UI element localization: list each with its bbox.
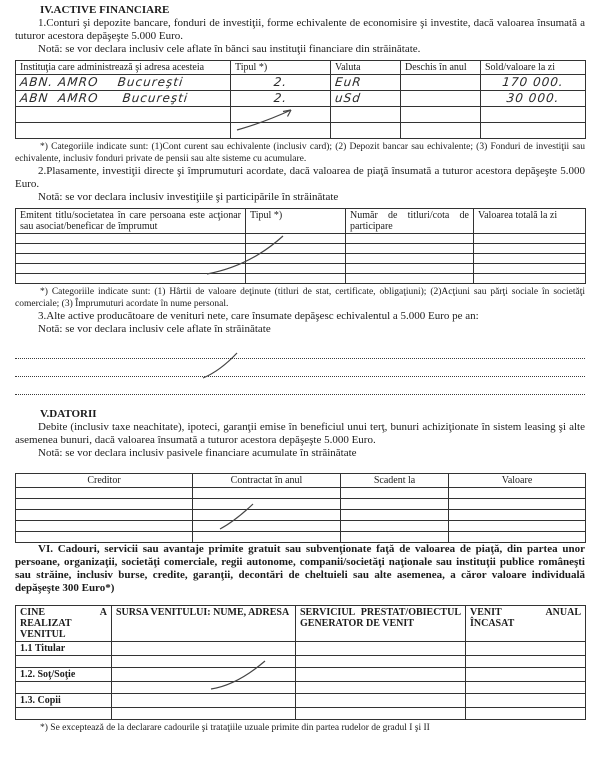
table-row-empty [16, 254, 586, 264]
table-row [16, 694, 586, 708]
section-v-note: Notă: se vor declara inclusiv pasivele financiare acumulate în străinătate [38, 447, 357, 459]
handwritten-currency-1: EuR [334, 74, 363, 89]
row-label-copii: 1.3. Copii [16, 694, 112, 708]
col-contracted-year: Contractat în anul [193, 474, 341, 488]
col-income-source: SURSA VENITULUI: NUME, ADRESA [112, 606, 296, 642]
col-service-provided: SERVICIUL PRESTAT/OBIECTUL GENERATOR DE VENIT [296, 606, 466, 642]
section-iv-title: IV.ACTIVE FINANCIARE [40, 4, 170, 16]
table-row-empty [16, 264, 586, 274]
investments-table-wrap [15, 208, 585, 284]
handwritten-balance-2: 30 000. [505, 91, 561, 105]
col-issuer: Emitent titlu/societatea în care persoana este acţionar sau asociat/beneficar de împrumut [16, 209, 246, 234]
row-label-sot-sotie: 1.2. Soţ/Soţie [16, 668, 112, 682]
handwritten-institution-2: ABN AMRO Bucureşti [19, 90, 189, 105]
bank-accounts-table-wrap [15, 60, 585, 139]
section-iv-note-3: Notă: se vor declara inclusiv cele aflate în străinătate [38, 323, 271, 335]
table-header-row [16, 606, 586, 642]
section-iv-paragraph-3: 3.Alte active producătoare de venituri nete, care însumate depăşesc echivalentul a 5.000 Euro pe an: [38, 310, 479, 322]
handwritten-currency-2: uSd [334, 90, 362, 105]
col-creditor: Creditor [16, 474, 193, 488]
fill-in-line [15, 359, 585, 377]
col-who-earned: CINE A REALIZAT VENITUL [16, 606, 112, 642]
table-row [16, 75, 586, 91]
col-opened-year: Deschis în anul [401, 61, 481, 75]
col-annual-income: VENIT ANUAL ÎNCASAT [466, 606, 586, 642]
table-row-empty [16, 499, 586, 510]
table-row-empty [16, 107, 586, 123]
table-row-empty [16, 234, 586, 244]
col-value: Valoare [449, 474, 586, 488]
table-row-empty [16, 510, 586, 521]
bank-accounts-table [15, 60, 586, 139]
col-type: Tipul *) [231, 61, 331, 75]
table-row-empty [16, 656, 586, 668]
handwritten-balance-1: 170 000. [501, 75, 565, 89]
section-v-paragraph: Debite (inclusiv taxe neachitate), ipoteci, garanţii emise în beneficiul unui terţ, bunuri achiziţionate în sistem leasing şi alte asemenea bunuri, dacă valoarea însumată a tuturor acestora depăşeşte 5.000 Euro. [15, 421, 585, 446]
footnote-exceptions: *) Se exceptează de la declarare cadourile şi trataţiile uzuale primite din partea rudelor de gradul I şi II [40, 723, 430, 733]
section-iv-note-1: Notă: se vor declara inclusiv cele aflate în bănci sau instituţii financiare din străinătate. [38, 43, 421, 55]
col-shares: Număr de titluri/cota de participare [346, 209, 474, 234]
handwritten-type-1: 2. [273, 75, 289, 89]
table-row-empty [16, 123, 586, 139]
table-row [16, 668, 586, 682]
table-row-empty [16, 532, 586, 543]
table-row-empty [16, 682, 586, 694]
table-row-empty [16, 244, 586, 254]
row-label-titular: 1.1 Titular [16, 642, 112, 656]
table-row [16, 642, 586, 656]
section-iv-note-2: Notă: se vor declara inclusiv investiţiile şi participările în străinătate [38, 191, 339, 203]
handwritten-type-2: 2. [273, 91, 289, 105]
table-row-empty [16, 521, 586, 532]
investments-table [15, 208, 586, 284]
section-iv-paragraph-2: 2.Plasamente, investiţii directe şi împrumuturi acordate, dacă valoarea de piaţă însumată a tuturor acestora depăşeşte 5.000 Euro. [15, 165, 585, 190]
section-v-title: V.DATORII [40, 408, 97, 420]
footnote-categories-2: *) Categoriile indicate sunt: (1) Hârtii de valoare deţinute (titluri de stat, certificate, obligaţiuni); (2)Acţiuni sau părţi sociale în societăţi comerciale; (3) Împrumuturi acordate în nume personal. [15, 287, 585, 309]
table-header-row [16, 209, 586, 234]
table-row-empty [16, 274, 586, 284]
debts-table [15, 473, 586, 543]
table-row-empty [16, 488, 586, 499]
col-institution: Instituţia care administrează şi adresa acesteia [16, 61, 231, 75]
fill-in-lines [15, 341, 585, 395]
fill-in-line [15, 341, 585, 359]
fill-in-line [15, 377, 585, 395]
col-total-value: Valoarea totală la zi [474, 209, 586, 234]
debts-table-wrap [15, 473, 585, 543]
table-row-empty [16, 708, 586, 720]
gifts-income-table [15, 605, 586, 720]
section-vi-paragraph: VI. Cadouri, servicii sau avantaje primite gratuit sau subvenţionate faţă de valoarea de piaţă, din partea unor persoane, organizaţii, societăţi comerciale, regii autonome, companii/societăţi naţionale sau instituţii publice româneşti sau străine, inclusiv burse, credite, garanţii, decontări de cheltuieli sau alte asemenea, a căror valoare individuală depăşeşte 300 Euro*) [15, 543, 585, 594]
col-currency: Valuta [331, 61, 401, 75]
section-iv-paragraph-1: 1.Conturi şi depozite bancare, fonduri de investiţii, forme echivalente de economisire şi investite, dacă valoarea însumată a tuturor acestora depăşeşte 5.000 Euro. [15, 17, 585, 42]
col-balance: Sold/valoare la zi [481, 61, 586, 75]
table-header-row [16, 61, 586, 75]
handwritten-institution-1: ABN. AMRO Bucureşti [19, 74, 185, 89]
col-due-date: Scadent la [341, 474, 449, 488]
gifts-income-table-wrap [15, 605, 585, 720]
table-header-row [16, 474, 586, 488]
col-type: Tipul *) [246, 209, 346, 234]
table-row [16, 91, 586, 107]
footnote-categories-1: *) Categoriile indicate sunt: (1)Cont curent sau echivalente (inclusiv card); (2) Depozit bancar sau echivalente; (3) Fonduri de investiţii sau echivalente, inclusiv fonduri private de pensii sau alte sisteme cu acumulare. [15, 142, 585, 164]
